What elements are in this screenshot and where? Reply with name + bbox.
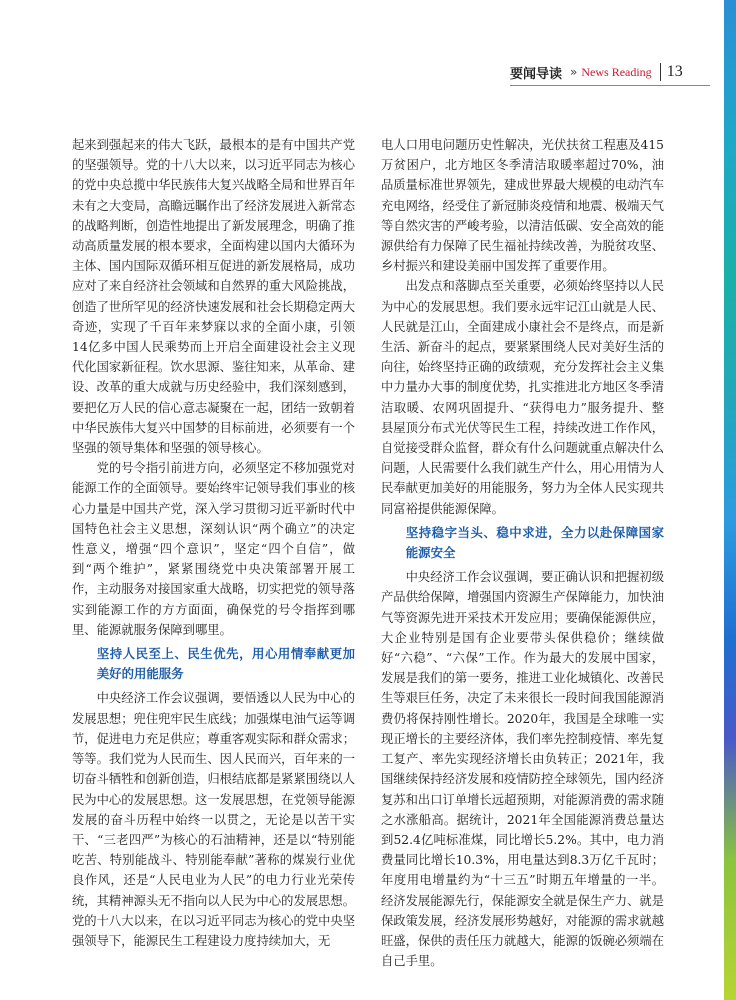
left-column [72,135,355,951]
page-header [510,62,683,82]
header-rule [510,85,710,86]
paragraph: 出发点和落脚点至关重要，必须始终坚持以人民为中心的发展思想。我们要永远牢记江山就是人民、人民就是江山，全面建成小康社会不是终点，而是新生活、新奋斗的起点，要紧紧围绕人民对美好生活的向往，始终坚持正确的政绩观，充分发挥社会主义集中力量办大事的制度优势，扎实推进北方地区冬季清洁取暖、农网巩固提升、“获得电力”服务提升、整县屋顶分布式光伏等民生工程，持续改进工作作风，自觉接受群众监督，群众有什么问题就重点解决什么问题，人民需要什么我们就生产什么，用心用情为人民奉献更加美好的用能服务，努力为全体人民实现共同富裕提供能源保障。 [381,279,664,516]
section-heading: 坚持稳字当头、稳中求进，全力以赴保障国家能源安全 [405,524,664,561]
paragraph: 党的号令指引前进方向，必须坚定不移加强党对能源工作的全面领导。要始终牢记领导我们事业的核心力量是中国共产党，深入学习贯彻习近平新时代中国特色社会主义思想，深刻认识“两个确立”的决定性意义，增强“四个意识”，坚定“四个自信”，做到“两个维护”，紧紧围绕党中央决策部署开展工作，主动服务对接国家重大战略，切实把党的领导落实到能源工作的方方面面，确保党的号令指挥到哪里、能源就服务保障到哪里。 [72,461,355,637]
right-column [381,135,664,971]
paragraph: 中央经济工作会议强调，要悟透以人民为中心的发展思想；兜住兜牢民生底线；加强煤电油气运等调节，促进电力充足供应；尊重客观实际和群众需求；等等。我们党为人民而生、因人民而兴，百年来的一切奋斗牺牲和创新创造，归根结底都是紧紧围绕以人民为中心的发展思想。这一发展思想，在党领导能源发展的奋斗历程中始终一以贯之，无论是以苦干实干、“三老四严”为核心的石油精神，还是以“特别能吃苦、特别能战斗、特别能奉献”著称的煤炭行业优良作风，还是“人民电业为人民”的电力行业光荣传统，其精神源头无不指向以人民为中心的发展思想。党的十八大以来，在以习近平同志为核心的党中央坚强领导下，能源民生工程建设力度持续加大，无 [72,691,355,948]
section-heading: 坚持人民至上、民生优先，用心用情奉献更加美好的用能服务 [96,646,355,682]
chevron-right-icon: » [570,65,576,79]
paragraph: 电人口用电问题历史性解决，光伏扶贫工程惠及415万贫困户，北方地区冬季清洁取暖率超过70%，油品质量标准世界领先，建成世界最大规模的电动汽车充电网络，经受住了新冠肺炎疫情和地震、极端天气等自然灾害的严峻考验，以清洁低碳、安全高效的能源供给有力保障了民生福祉持续改善，为脱贫攻坚、乡村振兴和建设美丽中国发挥了重要作用。 [381,138,664,274]
section-title-en: News Reading [581,64,652,79]
section-title-cn: 要闻导读 [510,66,563,82]
edge-color-strip [724,0,736,1000]
paragraph: 起来到强起来的伟大飞跃，最根本的是有中国共产党的坚强领导。党的十八大以来，以习近平同志为核心的党中央总揽中华民族伟大复兴战略全局和世界百年未有之大变局，高瞻远瞩作出了经济发展进入新常态的战略判断，创造性地提出了新发展理念，明确了推动高质量发展的根本要求，全面构建以国内大循环为主体、国内国际双循环相互促进的新发展格局，成功应对了来自经济社会领域和自然界的重大风险挑战，创造了世所罕见的经济快速发展和社会长期稳定两大奇迹，实现了千百年来梦寐以求的全面小康，引领14亿多中国人民乘势而上开启全面建设社会主义现代化国家新征程。饮水思源、鉴往知来，从革命、建设、改革的重大成就与历史经验中，我们深刻感到，要把亿万人民的信心意志凝聚在一起，团结一致朝着中华民族伟大复兴中国梦的目标前进，必须要有一个坚强的领导集体和坚强的领导核心。 [72,138,355,456]
paragraph: 中央经济工作会议强调，要正确认识和把握初级产品供给保障，增强国内资源生产保障能力，加快油气等资源先进开采技术开发应用；要确保能源供应，大企业特别是国有企业要带头保供稳价；继续做好“六稳”、“六保”工作。作为最大的发展中国家，发展是我们的第一要务，推进工业化城镇化、改善民生等艰巨任务，决定了未来很长一段时间我国能源消费仍将保持刚性增长。2020年，我国是全球唯一实现正增长的主要经济体，我们率先控制疫情、率先复工复产、率先实现经济增长由负转正；2021年，我国继续保持经济发展和疫情防控全球领先，国内经济复苏和出口订单增长远超预期，对能源消费的需求随之水涨船高。据统计，2021年全国能源消费总量达到52.4亿吨标准煤，同比增长5.2%。其中，电力消费量同比增长10.3%，用电量达到8.3万亿千瓦时；年度用电增量约为“十三五”时期五年增量的一半。经济发展能源先行，保能源安全就是保生产力、就是保政策发展，经济发展形势越好，对能源的需求就越旺盛，保供的责任压力就越大，能源的饭碗必须端在自己手里。 [381,570,664,969]
page-number: 13 [666,63,683,80]
header-divider [660,63,661,81]
